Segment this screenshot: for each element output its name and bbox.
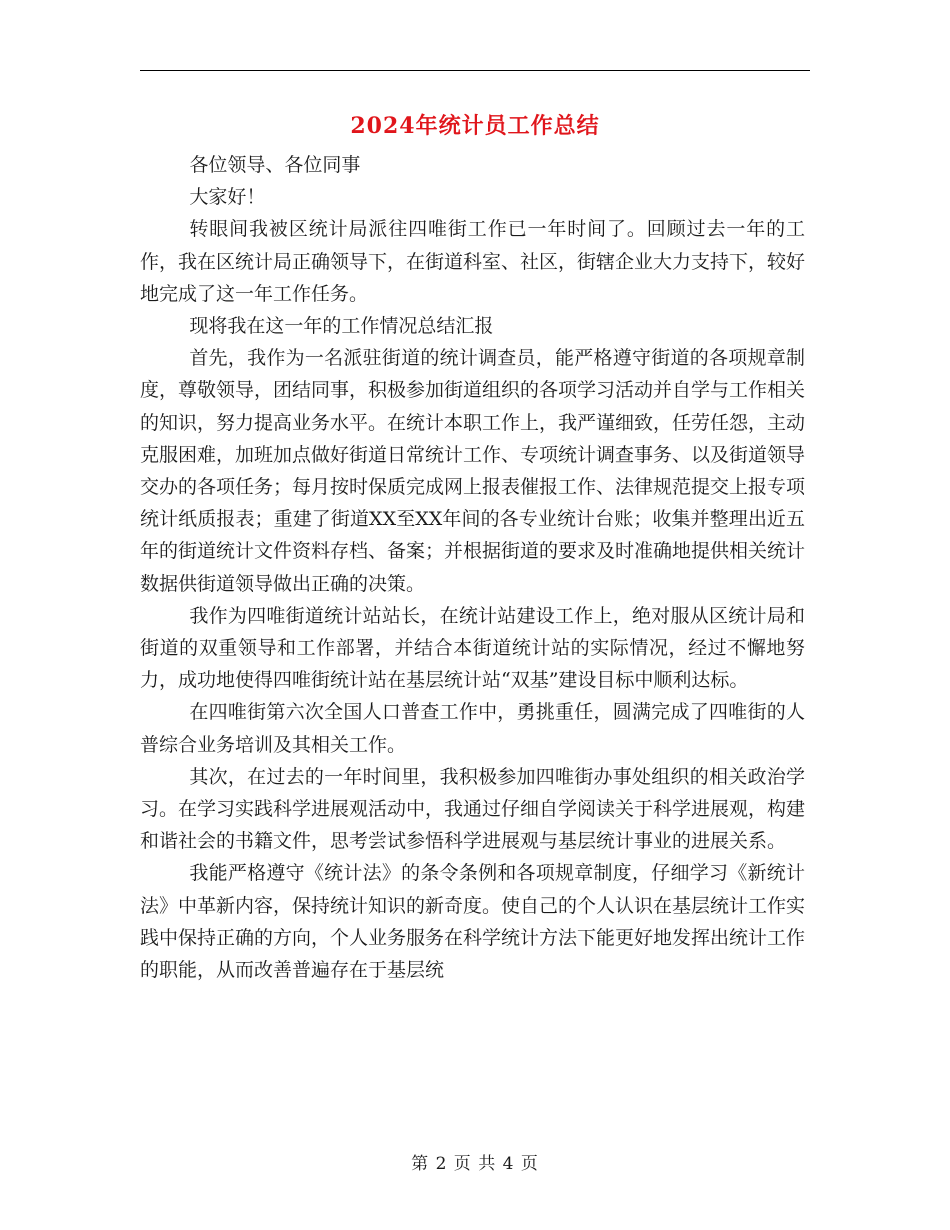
paragraph-greeting: 各位领导、各位同事 bbox=[189, 154, 361, 176]
header-rule bbox=[140, 70, 810, 71]
page-number: 第 2 页 共 4 页 bbox=[411, 1154, 539, 1174]
paragraph-station: 我作为四唯街道统计站站长，在统计站建设工作上，绝对服从区统计局和街道的双重领导和工作部署，并结合本街道统计站的实际情况，经过不懈地努力，成功地使得四唯街统计站在基层统计站“双基”建设目标中顺利达标。 bbox=[140, 604, 805, 692]
document-body bbox=[140, 149, 805, 986]
paragraph-hello: 大家好！ bbox=[189, 186, 266, 209]
paragraph-law: 我能严格遵守《统计法》的条令条例和各项规章制度，仔细学习《新统计法》中革新内容，保持统计知识的新奇度。使自己的个人认识在基层统计工作实践中保持正确的方向，个人业务服务在科学统计方法下能更好地发挥出统计工作的职能，从而改善普遍存在于基层统 bbox=[140, 862, 806, 982]
paragraph-report-lead: 现将我在这一年的工作情况总结汇报 bbox=[189, 315, 494, 338]
document-title: 2024年统计员工作总结 bbox=[350, 113, 600, 139]
paragraph-intro: 转眼间我被区统计局派往四唯街工作已一年时间了。回顾过去一年的工作，我在区统计局正确领导下，在街道科室、社区，街辖企业大力支持下，较好地完成了这一年工作任务。 bbox=[140, 218, 806, 305]
paragraph-first: 首先，我作为一名派驻街道的统计调查员，能严格遵守街道的各项规章制度，尊敬领导，团结同事，积极参加街道组织的各项学习活动并自学与工作相关的知识，努力提高业务水平。在统计本职工作上，我严谨细致，任劳任怨，主动克服困难，加班加点做好街道日常统计工作、专项统计调查事务、以及街道领导交办的各项任务；每月按时保质完成网上报表催报工作、法律规范提交上报专项统计纸质报表；重建了街道XX至XX年间的各专业统计台账；收集并整理出近五年的街道统计文件资料存档、备案；并根据街道的要求及时准确地提供相关统计数据供街道领导做出正确的决策。 bbox=[140, 347, 806, 595]
paragraph-census: 在四唯街第六次全国人口普查工作中，勇挑重任，圆满完成了四唯街的人普综合业务培训及其相关工作。 bbox=[140, 701, 805, 756]
paragraph-second: 其次，在过去的一年时间里，我积极参加四唯街办事处组织的相关政治学习。在学习实践科学进展观活动中，我通过仔细自学阅读关于科学进展观，构建和谐社会的书籍文件，思考尝试参悟科学进展观与基层统计事业的进展关系。 bbox=[140, 765, 806, 853]
